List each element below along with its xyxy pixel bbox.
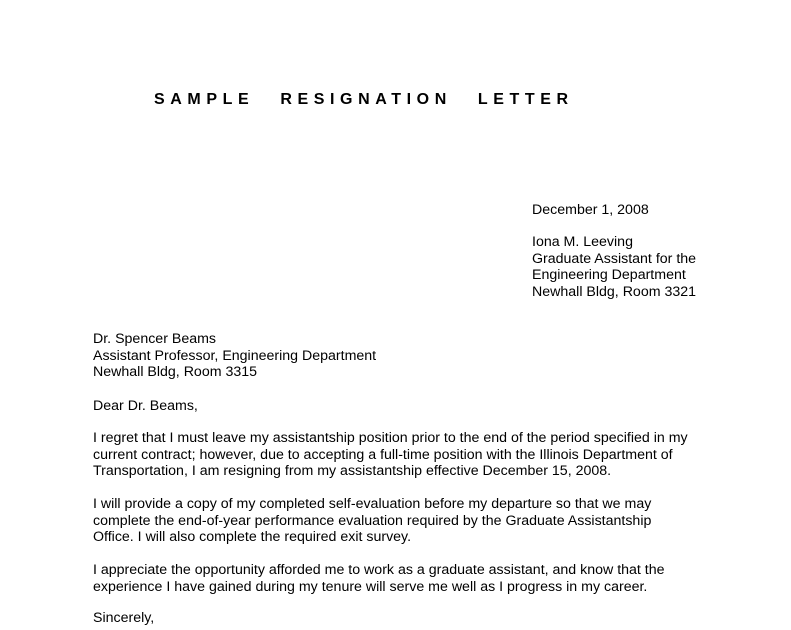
body-paragraph-resignation: [93, 430, 688, 480]
salutation: [93, 398, 198, 415]
sender-name: Iona M. Leeving: [532, 234, 633, 250]
sender-address-block: [532, 234, 696, 300]
recipient-title: Assistant Professor, Engineering Department: [93, 347, 377, 364]
body-paragraph-evaluation: [93, 496, 651, 546]
date-line: December 1, 2008: [532, 202, 649, 218]
sender-department: Engineering Department: [532, 267, 686, 284]
document-title: SAMPLE RESIGNATION LETTER: [154, 91, 574, 108]
salutation-line: Dear Dr. Beams,: [93, 398, 198, 414]
closing: [93, 610, 154, 627]
paragraph-line: I appreciate the opportunity afforded me to work as a graduate assistant, and know that the: [93, 562, 665, 578]
letter-date: [532, 202, 649, 219]
paragraph-line: complete the end-of-year performance evaluation required by the Graduate Assistantship: [93, 512, 652, 529]
paragraph-line: I will provide a copy of my completed self-evaluation before my departure so that we may: [93, 496, 652, 512]
sender-office: Newhall Bldg, Room 3321: [532, 283, 697, 300]
recipient-address-block: [93, 331, 376, 381]
paragraph-line: Transportation, I am resigning from my assistantship effective December 15, 2008.: [93, 463, 612, 480]
sender-title: Graduate Assistant for the: [532, 250, 697, 267]
closing-line: Sincerely,: [93, 610, 155, 626]
body-paragraph-appreciation: [93, 562, 665, 595]
recipient-office: Newhall Bldg, Room 3315: [93, 364, 258, 381]
recipient-name: Dr. Spencer Beams: [93, 331, 217, 347]
paragraph-line: Office. I will also complete the required exit survey.: [93, 529, 412, 546]
paragraph-line: experience I have gained during my tenure will serve me well as I progress in my career.: [93, 578, 648, 595]
paragraph-line: current contract; however, due to accepting a full-time position with the Illinois Department of: [93, 446, 673, 463]
paragraph-line: I regret that I must leave my assistantship position prior to the end of the period specified in my: [93, 430, 688, 446]
